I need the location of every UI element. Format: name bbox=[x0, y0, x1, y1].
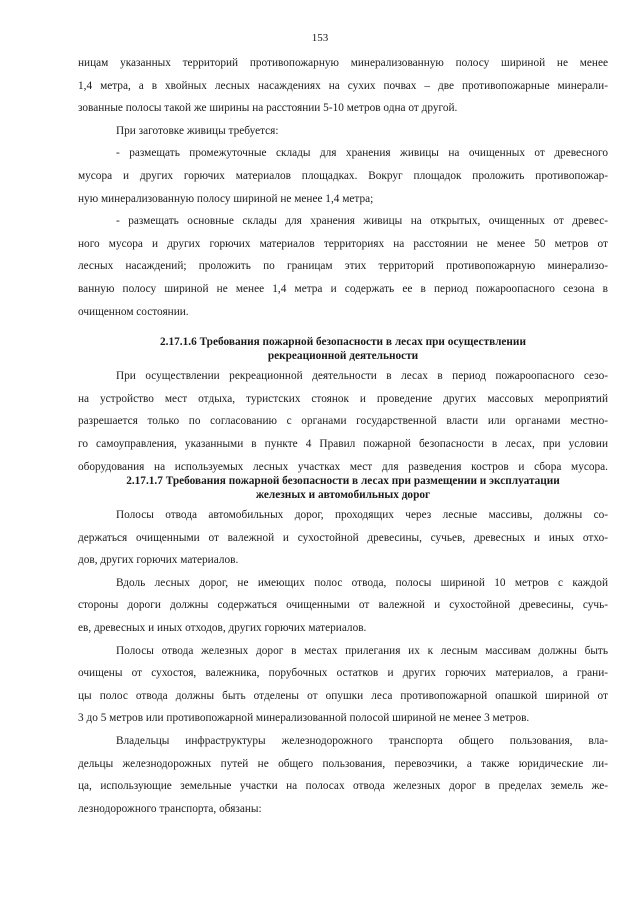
paragraph-line: очищенном состоянии. bbox=[78, 305, 189, 318]
paragraph-line: Вдоль лесных дорог, не имеющих полос отвода, полосы шириной 10 метров с каждой bbox=[116, 576, 608, 589]
paragraph-line: го самоуправления, указанными в пункте 4 Правил пожарной безопасности в лесах, при условии bbox=[78, 437, 608, 450]
paragraph-line: держаться очищенными от валежной и сухостойной древесины, сучьев, древесных и иных отхо- bbox=[78, 531, 608, 544]
section-heading bbox=[78, 335, 608, 363]
paragraph-line: Полосы отвода железных дорог в местах прилегания их к лесным массивам должны быть bbox=[116, 644, 608, 657]
paragraph-line: 1,4 метра, а в хвойных лесных насаждениях на сухих почвах – две противопожарные минерали- bbox=[78, 79, 608, 92]
paragraph-line: ницам указанных территорий противопожарную минерализованную полосу шириной не менее bbox=[78, 57, 608, 69]
paragraph-line: Владельцы инфраструктуры железнодорожного транспорта общего пользования, вла- bbox=[116, 735, 608, 748]
paragraph-line: мусора и других горючих материалов площадках. Вокруг площадок проложить противопожар- bbox=[78, 169, 608, 182]
paragraph-line: стороны дороги должны содержаться очищенными от валежной и сухостойной древесины, сучь- bbox=[78, 599, 608, 612]
paragraph-line: на устройство мест отдыха, туристских стоянок и проведение других массовых мероприятий bbox=[78, 392, 608, 405]
paragraph-line: цы полос отвода должны быть отделены от опушки леса противопожарной опашкой шириной от bbox=[78, 689, 608, 702]
paragraph-line: 3 до 5 метров или противопожарной минерализованной полосой шириной не менее 3 метров. bbox=[78, 712, 530, 725]
section-heading-line: железных и автомобильных дорог bbox=[255, 489, 431, 502]
paragraph-line: лезнодорожного транспорта, обязаны: bbox=[78, 802, 262, 815]
paragraph-line: разрешается только по согласованию с органами государственной власти или органами местно- bbox=[78, 415, 608, 428]
paragraph-line: - размещать основные склады для хранения живицы на открытых, очищенных от древес- bbox=[116, 215, 608, 228]
paragraph-line: оборудования на используемых лесных участках мест для разведения костров и сбора мусора. bbox=[78, 460, 608, 473]
paragraph-line: ную минерализованную полосу шириной не менее 1,4 метра; bbox=[78, 192, 374, 205]
section-heading-line: 2.17.1.7 Требования пожарной безопасности в лесах при размещении и эксплуатации bbox=[126, 475, 560, 488]
paragraph-line: ца, использующие земельные участки на полосах отвода железных дорог в пределах земель же- bbox=[78, 780, 608, 793]
paragraph-line: При осуществлении рекреационной деятельности в лесах в период пожароопасного сезо- bbox=[116, 370, 608, 383]
page-number: 153 bbox=[311, 32, 329, 44]
paragraph-line: очищены от сухостоя, валежника, порубочных остатков и других горючих материалов, а грани- bbox=[78, 667, 608, 680]
paragraph-line: ев, древесных и иных отходов, других горючих материалов. bbox=[78, 622, 367, 635]
paragraph-line: - размещать промежуточные склады для хранения живицы на очищенных от древесного bbox=[116, 147, 608, 160]
paragraph-line: лесных насаждений; проложить по границам этих территорий противопожарную минерализо- bbox=[78, 260, 608, 273]
paragraph-line: При заготовке живицы требуется: bbox=[116, 124, 279, 137]
paragraph-line: дов, других горючих материалов. bbox=[78, 554, 239, 567]
page-content bbox=[78, 52, 608, 820]
section-heading-line: 2.17.1.6 Требования пожарной безопасности в лесах при осуществлении bbox=[160, 336, 526, 349]
paragraph-line: Полосы отвода автомобильных дорог, проходящих через лесные массивы, должны со- bbox=[116, 509, 608, 522]
paragraph-line: дельцы железнодорожных путей не общего пользования, перевозчики, а также юридические ли- bbox=[78, 757, 608, 770]
section-heading-line: рекреационной деятельности bbox=[267, 350, 419, 363]
paragraph-line: ванную полосу шириной не менее 1,4 метра и содержать ее в период пожароопасного сезона в bbox=[78, 282, 608, 295]
section-heading bbox=[78, 474, 608, 502]
paragraph-line: ного мусора и других горючих материалов территориях на расстоянии не менее 50 метров от bbox=[78, 237, 608, 250]
paragraph-line: зованные полосы такой же ширины на расстоянии 5-10 метров одна от другой. bbox=[78, 102, 458, 115]
